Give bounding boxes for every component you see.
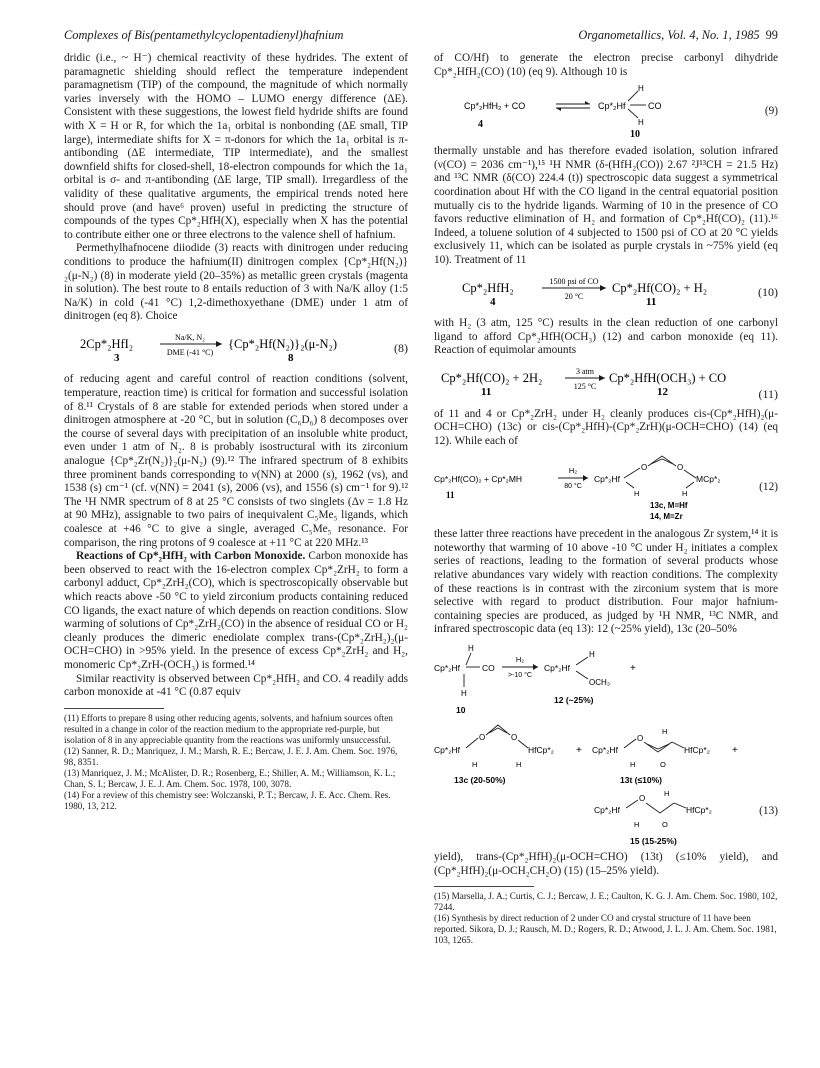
svg-text:H₂: H₂ <box>568 466 578 476</box>
svg-text:HfCp*₂: HfCp*₂ <box>528 745 554 756</box>
svg-text:H: H <box>634 489 640 499</box>
eq8-lhs-number: 3 <box>114 351 120 364</box>
page-number: 99 <box>765 28 778 42</box>
equation-number: (13) <box>759 805 778 818</box>
svg-text:Cp*₂Hf(CO)₂ + Cp*₂MH: Cp*₂Hf(CO)₂ + Cp*₂MH <box>434 474 523 485</box>
svg-text:MCp*₂: MCp*₂ <box>696 474 721 485</box>
footnote-16: (16) Synthesis by direct reduction of 2 under CO and crystal structure of 11 have been reported. Sikora, D. J.; Rausch, M. D.; Rogers, R. D.; Atwood, J. L. J. Am. Chem. Soc. 1981, 103, 1265. <box>434 913 777 946</box>
footnote-14: (14) For a review of this chemistry see: Wolczanski, P. T.; Bercaw, J. E. Acc. Chem. Res. 1980, 13, 212. <box>64 789 391 811</box>
equation-13 <box>434 641 778 847</box>
equation-12-drawing <box>434 452 748 524</box>
eq9-lhs: Cp*₂HfH₂ + CO <box>464 101 526 112</box>
svg-text:O: O <box>677 463 684 473</box>
svg-text:HfCp*₂: HfCp*₂ <box>686 805 712 816</box>
svg-text:H: H <box>516 760 522 770</box>
svg-text:11: 11 <box>646 295 657 308</box>
eq8-rhs: {Cp*₂Hf(N₂)}₂(μ-N₂) <box>228 336 338 351</box>
svg-text:13t (≤10%): 13t (≤10%) <box>620 775 662 786</box>
paragraph: thermally unstable and has therefore evaded isolation, solution infrared (ν(CO) = 2036 cm⁻¹),¹⁵ ¹H NMR (δ-(HfH₂(CO)) 2.67 ²J¹³CH = 21.5 Hz) and ¹³C NMR (δ(CO) 224.4 (t)) spectroscopic data suggest a symmetrical coordination about Hf with the CO ligand in the central equatorial position mutually cis to the hydride ligands. Warming of 10 in the presence of CO favors reductive elimination of H₂ and formation of Cp*₂Hf(CO)₂ (11).¹⁶ Indeed, a toluene solution of 4 subjected to 1500 psi of CO at 20 °C yields exclusively 11, which can be isolated as purple crystals in ~75% yield (eq 10). Treatment of 11 <box>434 145 778 266</box>
svg-text:+: + <box>630 663 636 675</box>
equation-8-drawing <box>72 330 372 364</box>
svg-text:14, M=Zr: 14, M=Zr <box>650 512 683 522</box>
footnote-rule <box>434 886 534 887</box>
svg-text:Cp*₂HfH₂: Cp*₂HfH₂ <box>462 280 514 295</box>
paragraph-text: Carbon monoxide has been observed to react with the 16-electron complex Cp*₂ZrH₂ to form a carbonyl adduct, Cp*₂ZrH₂(CO), which is spectroscopically observable but which reacts above -50 °C to yield zirconium products containing reduced CO ligands, the exact nature of which depends on reaction conditions. Slow warming of solutions of Cp*₂ZrH₂(CO) in the absence of residual CO or H₂ cleanly produces the dimeric enediolate complex trans-(Cp*₂ZrH₂)₂(μ-OCH=CHO) in >95% yield. In the presence of excess Cp*₂ZrH₂ and H₂, monomeric Cp*₂ZrH-(OCH₃) is formed.¹⁴ <box>64 550 408 671</box>
svg-text:H: H <box>630 760 636 770</box>
eq8-arrowhead <box>216 341 222 347</box>
equation-number: (9) <box>764 105 778 118</box>
svg-text:1500 psi of CO: 1500 psi of CO <box>549 276 599 286</box>
paragraph: yield), trans-(Cp*₂HfH)₂(μ-OCH=CHO) (13t) (≤10% yield), and (Cp*₂HfH)₂(μ-OCH₂CH₂O) (15) (15–25% yield). <box>434 851 778 877</box>
svg-text:H: H <box>634 820 640 830</box>
svg-text:15 (15-25%): 15 (15-25%) <box>630 836 677 847</box>
equation-number: (8) <box>394 340 408 355</box>
svg-text:OCH₃: OCH₃ <box>589 678 611 688</box>
journal-citation: Organometallics, Vol. 4, No. 1, 1985 99 <box>578 28 778 42</box>
paragraph: of reducing agent and careful control of reaction conditions (solvent, temperature, reaction time) is critical for formation and successful isolation of 8.¹¹ Crystals of 8 are stable for extended periods when stored under a dinitrogen atmosphere at -20 °C, but in solution (C₆D₆) 8 decomposes over the course of several days with precipitation of an insoluble white product, even under 1 atm of N₂. 8 is probably isostructural with its zirconium analogue {Cp*₂Zr(N₂)}₂(μ-N₂) (9).¹² The infrared spectrum of 8 exhibits three prominent bands corresponding to ν(NN) at 2000 (s), 1962 (vs), and 1538 (s) cm⁻¹ (cf. ν(NN) = 2041 (s), 2006 (vs), and 1556 (s) cm⁻¹ for 9).¹² The ¹H NMR spectrum of 8 at 25 °C consists of two singlets (Δν = 1.8 Hz at 90 MHz), assignable to two pairs of inequivalent C₅Me₅ ligands, which coalesce at +46 °C to give a single, averaged C₅Me₅ resonance. For comparison, the ring protons of 9 coalesce at +11 °C at 220 MHz.¹³ <box>64 373 408 549</box>
svg-text:Cp*₂HfH(OCH₃) + CO: Cp*₂HfH(OCH₃) + CO <box>609 370 727 385</box>
svg-text:12: 12 <box>657 385 668 398</box>
svg-text:H₂: H₂ <box>515 655 525 665</box>
svg-text:+: + <box>576 745 582 757</box>
equation-11 <box>434 364 778 402</box>
eq8-rhs-number: 8 <box>288 351 294 364</box>
svg-text:O: O <box>660 760 666 770</box>
svg-text:Cp*₂Hf: Cp*₂Hf <box>592 745 618 756</box>
equation-12 <box>434 452 778 524</box>
eq8-below: DME (-41 °C) <box>166 347 214 357</box>
eq9-rhs-number: 10 <box>630 129 640 141</box>
svg-text:H: H <box>638 118 644 128</box>
svg-text:Cp*₂Hf: Cp*₂Hf <box>434 745 460 756</box>
section-heading: Reactions of Cp*₂HfH₂ with Carbon Monoxide. <box>76 550 306 563</box>
equation-13-drawing <box>434 641 748 847</box>
svg-text:11: 11 <box>481 385 492 398</box>
paragraph: these latter three reactions have precedent in the analogous Zr system,¹⁴ it is noteworthy that warming of 10 above -10 °C under H₂ initiates a complex series of reactions, leading to the formation of several products whose relative abundances vary widely with reaction conditions. The complexity of these reactions is in contrast with the zirconium system that is more selective with regard to product distribution. Four major hafnium-containing species are produced, as judged by ¹H NMR, ¹³C NMR, and infrared spectroscopic data (eq 13): 12 (~25% yield), 13c (20–50% <box>434 528 778 636</box>
svg-text:Cp*₂Hf: Cp*₂Hf <box>544 663 570 674</box>
svg-text:125 °C: 125 °C <box>573 381 597 391</box>
svg-text:HfCp*₂: HfCp*₂ <box>684 745 710 756</box>
svg-text:Cp*₂Hf: Cp*₂Hf <box>434 663 460 674</box>
svg-text:O: O <box>637 734 644 744</box>
eq9-lhs-number: 4 <box>478 119 483 131</box>
svg-text:Cp*₂Hf(CO)₂ + 2H₂: Cp*₂Hf(CO)₂ + 2H₂ <box>441 370 543 385</box>
eq8-above: Na/K, N₂ <box>175 332 205 342</box>
paragraph: of 11 and 4 or Cp*₂ZrH₂ under H₂ cleanly produces cis-(Cp*₂HfH)₂(μ-OCH=CHO) (13c) or cis-(Cp*₂HfH)-(Cp*₂ZrH)(μ-OCH=CHO) (14) (eq 12). While each of <box>434 407 778 447</box>
footnote-11: (11) Efforts to prepare 8 using other reducing agents, solvents, and hafnium sources often resulted in a change in color of the reaction medium to the appropriate red-purple, but isolation of 8 in any appreciable quantity from the reactions was uniformly unsuccessful. <box>64 712 393 745</box>
svg-text:10: 10 <box>456 705 466 716</box>
svg-text:CO: CO <box>482 663 495 674</box>
svg-text:Cp*₂Hf(CO)₂ + H₂: Cp*₂Hf(CO)₂ + H₂ <box>612 280 708 295</box>
svg-text:Cp*₂Hf: Cp*₂Hf <box>594 474 620 485</box>
svg-text:O: O <box>641 463 648 473</box>
equation-8 <box>64 330 408 368</box>
right-column <box>434 52 778 946</box>
svg-text:H: H <box>468 644 474 654</box>
svg-text:11: 11 <box>446 490 455 501</box>
equation-9 <box>434 83 778 141</box>
paragraph: dridic (i.e., ~ H⁻) chemical reactivity of these hydrides. The extent of paramagnetic shielding should reflect the temperature independent paramagnetism (TIP) of the compound, the magnitude of which normally varies inversely with the HOMO – LUMO energy difference (ΔE). Consistent with these suggestions, the lowest field hydride shifts are found with X = H or R, for which the 1a₁ orbital is nonbonding (ΔE small, TIP large), intermediate shifts for X = π-donors for which the 1a₁ orbital is π-antibonding (ΔE intermediate, TIP intermediate), and the smallest downfield shifts for closed-shell, 18-electron compounds for which the 1a₁ orbital is σ- and π-antibonding (ΔE large, TIP small). Irregardless of the validity of these qualitative arguments, the empirical trends noted here should prove (and have⁶ proven) useful in predicting the structure of compounds of the types Cp*₂HfH(X), especially when X has the potential to contribute either one or three electrons to the valence shell of hafnium. <box>64 52 408 241</box>
equation-10 <box>434 274 778 312</box>
svg-text:>-10 °C: >-10 °C <box>507 672 533 680</box>
svg-text:H: H <box>638 84 644 94</box>
running-title: Complexes of Bis(pentamethylcyclopentadienyl)hafnium <box>64 28 344 42</box>
svg-text:13c (20-50%): 13c (20-50%) <box>454 775 506 786</box>
svg-text:O: O <box>639 794 646 804</box>
svg-text:O: O <box>662 820 668 830</box>
eq8-lhs: 2Cp*₂HfI₂ <box>80 336 134 351</box>
footnote-rule <box>64 708 164 709</box>
svg-text:20 °C: 20 °C <box>564 291 584 301</box>
equation-9-drawing <box>434 83 734 141</box>
equation-number: (12) <box>759 481 778 494</box>
svg-text:Cp*₂Hf: Cp*₂Hf <box>594 805 620 816</box>
equation-number: (11) <box>758 386 778 401</box>
svg-text:80 °C: 80 °C <box>564 483 582 491</box>
svg-text:13c, M=Hf: 13c, M=Hf <box>650 501 688 511</box>
svg-text:H: H <box>664 789 670 799</box>
eq9-product-metal: Cp*₂Hf <box>598 101 626 112</box>
svg-text:4: 4 <box>490 295 496 308</box>
paragraph: Similar reactivity is observed between Cp*₂HfH₂ and CO. 4 readily adds carbon monoxide at -41 °C (0.87 equiv <box>64 672 408 699</box>
svg-text:H: H <box>662 727 668 737</box>
footnote-13: (13) Manriquez, J. M.; McAlister, D. R.; Rosenberg, E.; Shiller, A. M.; Williamson, K. L.; Chan, S. I.; Bercaw, J. E. J. Am. Chem. Soc. 1978, 100, 3078. <box>64 767 396 789</box>
equation-number: (10) <box>758 284 778 299</box>
svg-text:H: H <box>472 760 478 770</box>
svg-text:O: O <box>511 733 518 743</box>
svg-text:H: H <box>461 689 467 699</box>
paragraph: of CO/Hf) to generate the electron precise carbonyl dihydride Cp*₂HfH₂(CO) (10) (eq 9). Although 10 is <box>434 52 778 78</box>
svg-text:O: O <box>479 733 486 743</box>
svg-text:3 atm: 3 atm <box>576 366 594 376</box>
svg-text:CO: CO <box>648 101 662 112</box>
left-column <box>64 52 408 812</box>
svg-text:H: H <box>682 489 688 499</box>
svg-text:H: H <box>589 650 595 660</box>
paragraph: Permethylhafnocene diiodide (3) reacts with dinitrogen under reducing conditions to produce the hafnium(II) dinitrogen complex {Cp*₂Hf(N₂)}₂(μ-N₂) (8) in moderate yield (20–35%) as metallic green crystals (magenta in solution). The best route to 8 entails reduction of 3 with Na/K alloy (1:5 Na/K) in cold (-41 °C) 1,2-dimethoxyethane (DME) under 1 atm of dinitrogen (eq 8). Choice <box>64 242 408 323</box>
svg-text:12 (~25%): 12 (~25%) <box>554 695 594 706</box>
paragraph: with H₂ (3 atm, 125 °C) results in the clean reduction of one carbonyl ligand to afford Cp*₂HfH(OCH₃) (12) and carbon monoxide (eq 11). Reaction of equimolar amounts <box>434 317 778 357</box>
footnote-12: (12) Sanner, R. D.; Manriquez, J. M.; Marsh, R. E.; Bercaw, J. E. J. Am. Chem. Soc. 1976, 98, 8351. <box>64 745 398 767</box>
svg-text:+: + <box>732 745 738 757</box>
footnote-15: (15) Marsella, J. A.; Curtis, C. J.; Bercaw, J. E.; Caulton, K. G. J. Am. Chem. Soc. 1980, 102, 7244. <box>434 891 778 913</box>
